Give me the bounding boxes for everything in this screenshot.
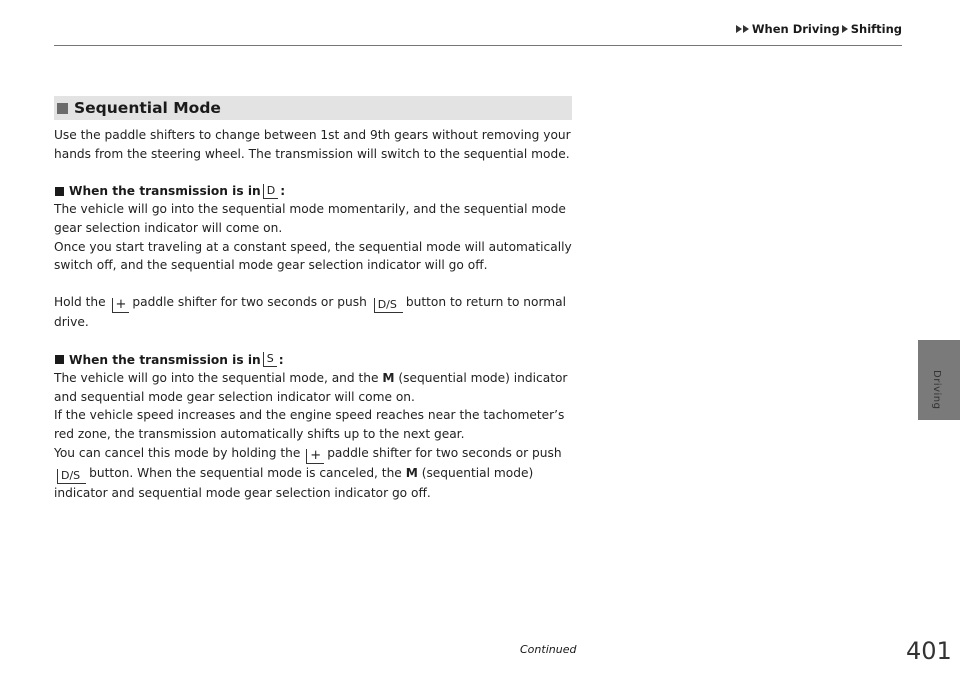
gear-s-key-icon: S	[263, 352, 277, 367]
chapter-tab-label: Driving	[931, 370, 942, 410]
breadcrumb-arrows-icon	[736, 25, 752, 33]
s-p3-text-c: button. When the sequential mode is canceled, the	[89, 465, 402, 480]
subheading-square-icon	[55, 355, 64, 364]
s-p1-text-b: (sequential mode) indicator and sequential mode gear selection indicator will come on.	[54, 371, 568, 404]
subheading-s-colon: :	[278, 352, 284, 367]
d-paragraph-2: Once you start traveling at a constant speed, the sequential mode will automatically switch off, and the sequential mode gear selection indicator will go off.	[54, 239, 572, 273]
s-paragraph-2: If the vehicle speed increases and the engine speed reaches near the tachometer’s red zone, the transmission automatically shifts up to the next gear.	[54, 408, 565, 441]
m-indicator-label: M	[382, 371, 395, 386]
hold-text-b: paddle shifter for two seconds or push	[132, 295, 367, 310]
continued-label: Continued	[520, 643, 577, 656]
subheading-s-text: When the transmission is in	[69, 352, 261, 367]
d-paragraph-hold	[54, 293, 572, 332]
section-square-icon	[57, 103, 68, 114]
subheading-d-text: When the transmission is in	[69, 183, 261, 198]
ds-button-icon: D/S	[374, 298, 403, 313]
hold-text-c: button to return to normal drive.	[54, 295, 567, 330]
ds-button-icon: D/S	[57, 469, 86, 484]
s-p3-text-a: You can cancel this mode by holding the	[54, 445, 301, 460]
hold-text-a: Hold the	[54, 295, 106, 310]
section-title: Sequential Mode	[74, 99, 221, 117]
s-p3-text-d: (sequential mode) indicator and sequential mode gear selection indicator go off.	[54, 465, 534, 500]
breadcrumb	[720, 20, 902, 38]
intro-paragraph: Use the paddle shifters to change between 1st and 9th gears without removing your hands from the steering wheel. The transmission will switch to the sequential mode.	[54, 128, 571, 161]
plus-paddle-icon: +	[306, 449, 324, 464]
breadcrumb-item-when-driving[interactable]: When Driving	[751, 22, 840, 36]
page-number: 401	[906, 637, 952, 665]
header-rule	[54, 45, 902, 46]
plus-paddle-icon: +	[112, 298, 130, 313]
subheading-s	[54, 351, 572, 370]
s-paragraph-1	[54, 369, 572, 406]
s-p1-text-a: The vehicle will go into the sequential mode, and the	[54, 371, 379, 386]
m-indicator-label: M	[405, 465, 418, 480]
subheading-square-icon	[55, 187, 64, 196]
s-p3-text-b: paddle shifter for two seconds or push	[327, 445, 562, 460]
section-header	[54, 96, 572, 120]
d-paragraph-1: The vehicle will go into the sequential mode momentarily, and the sequential mode gear selection indicator will come on.	[54, 202, 566, 235]
subheading-d-colon: :	[280, 183, 286, 198]
breadcrumb-item-shifting[interactable]: Shifting	[850, 22, 902, 36]
s-paragraph-3	[54, 444, 572, 503]
page-content	[54, 96, 572, 502]
subheading-d	[54, 182, 572, 201]
breadcrumb-arrow-icon	[842, 25, 849, 33]
gear-d-key-icon: D	[263, 184, 278, 199]
